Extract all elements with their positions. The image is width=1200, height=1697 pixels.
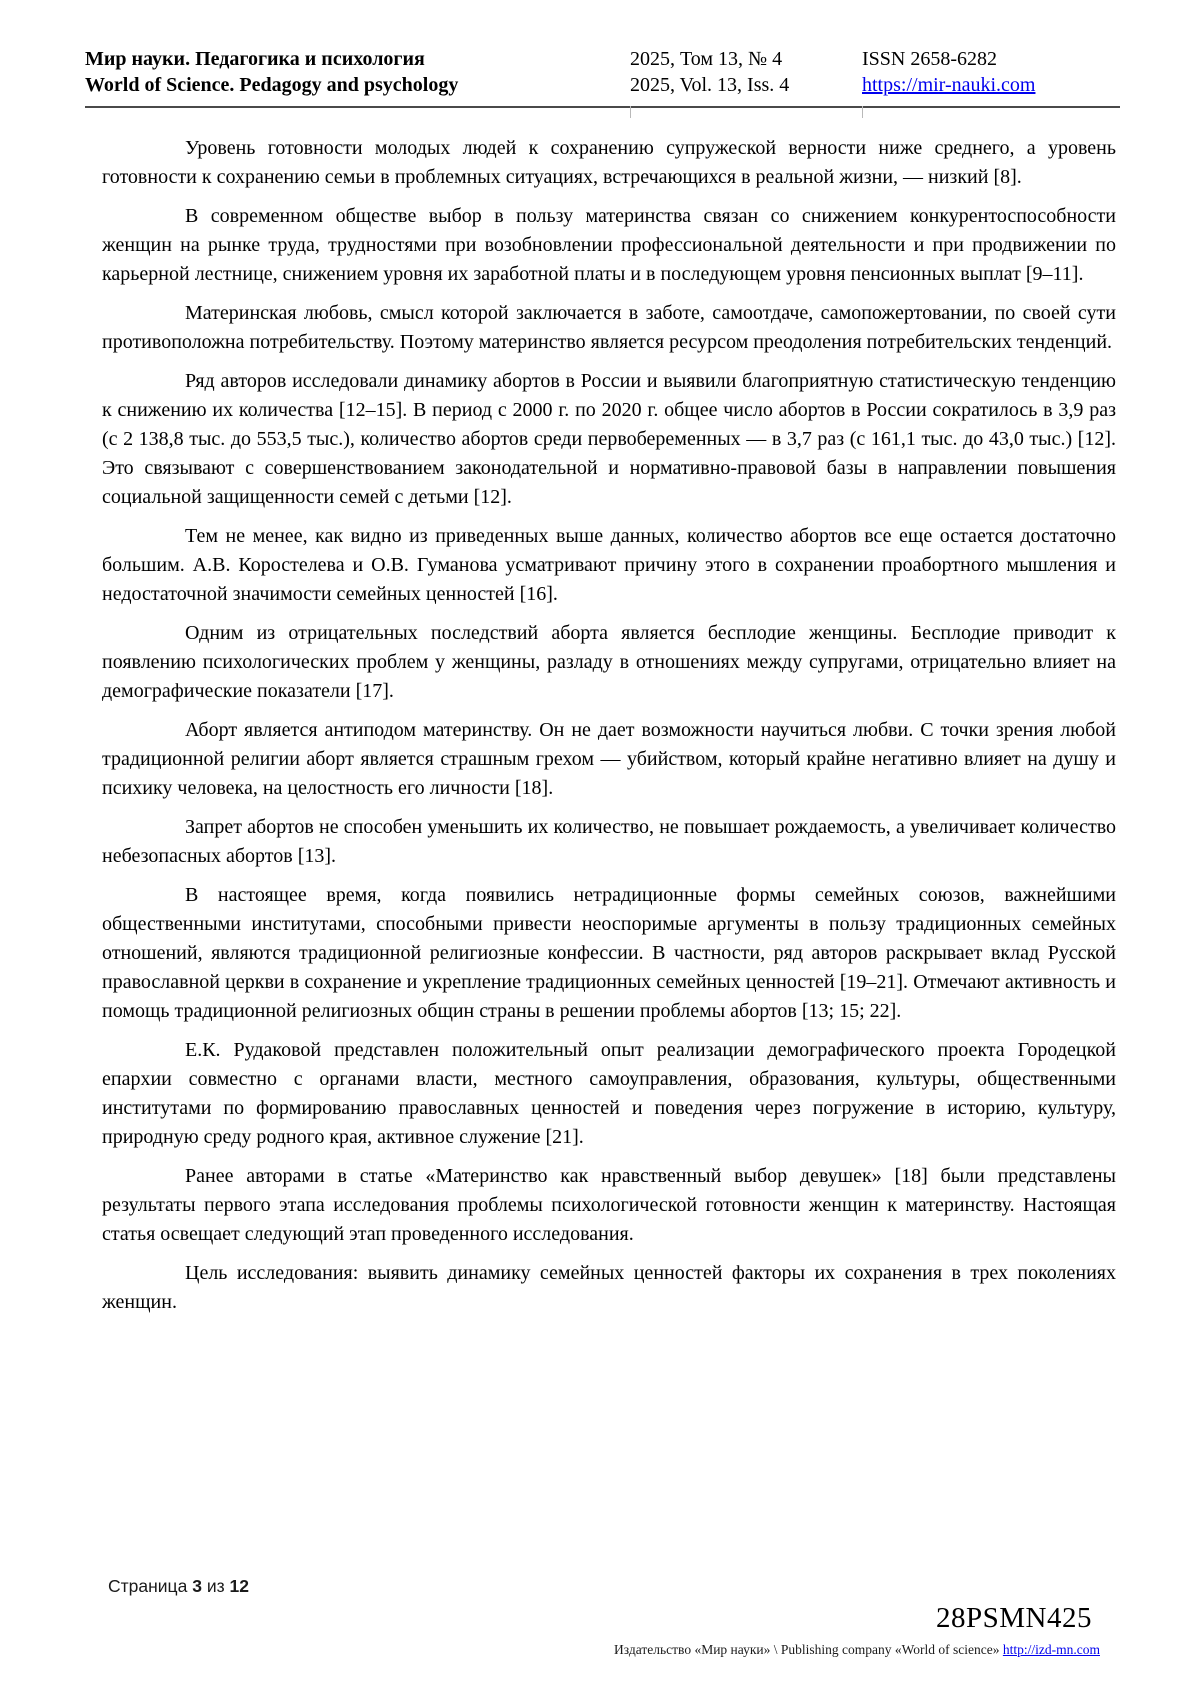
publisher-text: Издательство «Мир науки» \ Publishing company «World of science» [614,1642,1003,1657]
issn-block [862,46,1120,98]
journal-header [85,46,1120,108]
paragraph: Аборт является антиподом материнству. Он не дает возможности научиться любви. С точки зрения любой традиционной религии аборт является страшным грехом — убийством, который крайне негативно влияет на душу и психику человека, на целостность его личности [18]. [102,719,1116,799]
issn-number: ISSN 2658-6282 [862,48,998,70]
page-number-label: Страница [108,1576,188,1596]
journal-site-link[interactable]: https://mir-nauki.com [862,74,1036,96]
journal-title-ru: Мир науки. Педагогика и психология [85,48,425,70]
paragraph: Цель исследования: выявить динамику семейных ценностей факторы их сохранения в трех поколениях женщин. [102,1262,1116,1313]
publisher-line [614,1642,1100,1658]
page-number-total: 12 [229,1576,249,1596]
paragraph: Тем не менее, как видно из приведенных выше данных, количество абортов все еще остается достаточно большим. А.В. Коростелева и О.В. Гуманова усматривают причину этого в сохранении проабортного мышления и недостаточной значимости семейных ценностей [16]. [102,525,1116,605]
paragraph: Е.К. Рудаковой представлен положительный опыт реализации демографического проекта Городецкой епархии совместно с органами власти, местного самоуправления, образования, культуры, общественными институтами по формированию православных ценностей и поведения через погружение в историю, культуру, природную среду родного края, активное служение [21]. [102,1039,1116,1148]
paragraph: В современном обществе выбор в пользу материнства связан со снижением конкурентоспособности женщин на рынке труда, трудностями при возобновлении профессиональной деятельности и при продвижении по карьерной лестнице, снижением уровня их заработной платы и в последующем уровня пенсионных выплат [9–11]. [102,205,1116,285]
paragraph: Одним из отрицательных последствий аборта является бесплодие женщины. Бесплодие приводит к появлению психологических проблем у женщины, разладу в отношениях между супругами, отрицательно влияет на демографические показатели [17]. [102,622,1116,702]
article-body [102,134,1116,1327]
issue-ru: 2025, Том 13, № 4 [630,48,783,70]
issue-en: 2025, Vol. 13, Iss. 4 [630,74,790,96]
header-column-divider [630,106,631,118]
paragraph: Уровень готовности молодых людей к сохранению супружеской верности ниже среднего, а уровень готовности к сохранению семьи в проблемных ситуациях, встречающихся в реальной жизни, — низкий [8]. [102,137,1116,188]
paragraph: Материнская любовь, смысл которой заключается в заботе, самоотдаче, самопожертовании, по своей сути противоположна потребительству. Поэтому материнство является ресурсом преодоления потребительских тенденций. [102,302,1116,353]
paragraph: Ряд авторов исследовали динамику абортов в России и выявили благоприятную статистическую тенденцию к снижению их количества [12–15]. В период с 2000 г. по 2020 г. общее число абортов в России сократилось в 3,9 раз (с 2 138,8 тыс. до 553,5 тыс.), количество абортов среди первобеременных — в 3,7 раз (с 161,1 тыс. до 43,0 тыс.) [12]. Это связывают с совершенствованием законодательной и нормативно-правовой базы в направлении повышения социальной защищенности семей с детьми [12]. [102,370,1116,508]
page-number-current: 3 [192,1576,202,1596]
journal-title-en: World of Science. Pedagogy and psychology [85,74,459,96]
paragraph: Ранее авторами в статье «Материнство как нравственный выбор девушек» [18] были представлены результаты первого этапа исследования проблемы психологической готовности женщин к материнству. Настоящая статья освещает следующий этап проведенного исследования. [102,1165,1116,1245]
article-id: 28PSMN425 [936,1602,1092,1634]
page-number [108,1576,249,1597]
paragraph: В настоящее время, когда появились нетрадиционные формы семейных союзов, важнейшими общественными институтами, способными привести неоспоримые аргументы в пользу традиционных семейных отношений, являются традиционной религиозные конфессии. В частности, ряд авторов раскрывает вклад Русской православной церкви в сохранение и укрепление традиционных семейных ценностей [19–21]. Отмечают активность и помощь традиционной религиозных общин страны в решении проблемы абортов [13; 15; 22]. [102,884,1116,1022]
page-number-of: из [206,1576,225,1596]
header-column-divider [862,106,863,118]
issue-info-block [630,46,862,98]
journal-title-block [85,46,630,98]
publisher-site-link[interactable]: http://izd-mn.com [1002,1642,1100,1657]
paragraph: Запрет абортов не способен уменьшить их количество, не повышает рождаемость, а увеличивает количество небезопасных абортов [13]. [102,816,1116,867]
